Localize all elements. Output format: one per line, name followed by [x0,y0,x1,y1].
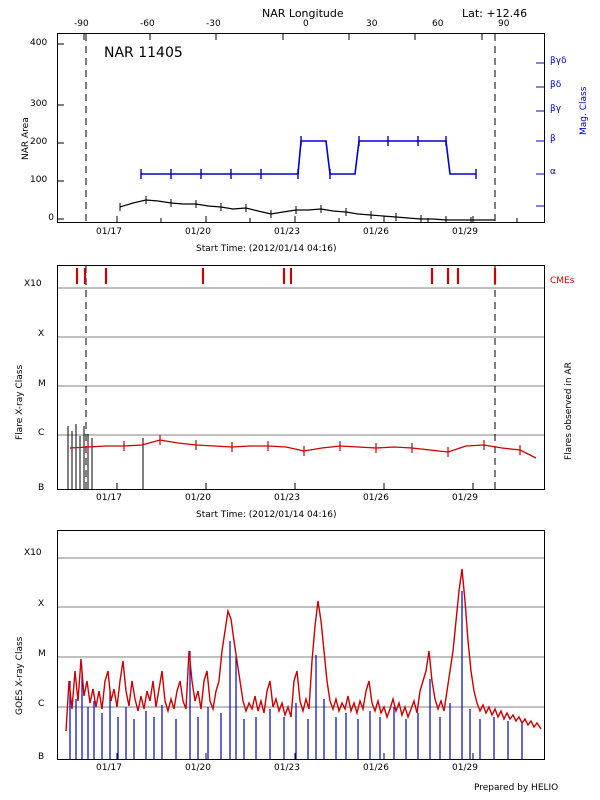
mag-class-betadelta: βδ [550,80,562,90]
p2-xlabel: Start Time: (2012/01/14 04:16) [196,510,337,520]
lat-label: Lat: +12.46 [462,7,528,20]
cmes-label: CMEs [550,276,575,286]
p2-ytick-x10: X10 [24,279,42,289]
p1-xtick-2: 01/20 [185,227,211,237]
p3-ytick-x: X [38,599,45,609]
p1-ytick-300: 300 [30,99,48,109]
p3-ylabel: GOES X-ray Class [15,636,25,715]
nar-area-plot [58,34,544,222]
top-tick-90: 90 [498,19,510,29]
top-tick-60: 60 [432,19,444,29]
p3-xtick-3: 01/23 [274,763,300,773]
p1-xtick-4: 01/26 [363,227,389,237]
nar-area-panel [57,33,545,223]
p2-xtick-5: 01/29 [452,493,478,503]
p1-ytick-400: 400 [30,38,48,48]
page-title: NAR 11405 [104,45,183,61]
top-tick-m60: -60 [140,19,155,29]
top-tick-30: 30 [366,19,378,29]
flare-xray-plot [58,266,544,489]
p1-ytick-100: 100 [30,175,48,185]
prepared-by-label: Prepared by HELIO [474,783,559,793]
flare-xray-panel [57,265,545,490]
flares-in-ar-label: Flares observed in AR [564,362,574,460]
p2-xtick-3: 01/23 [274,493,300,503]
p2-ytick-c: C [38,428,45,438]
p1-xtick-5: 01/29 [452,227,478,237]
top-tick-0: 0 [303,19,309,29]
top-tick-m90: -90 [74,19,89,29]
p3-xtick-1: 01/17 [96,763,122,773]
p2-ytick-m: M [38,379,46,389]
p2-xtick-1: 01/17 [96,493,122,503]
p3-ytick-x10: X10 [24,548,42,558]
mag-class-betagamma: βγ [550,104,562,114]
p3-ytick-c: C [38,699,45,709]
p3-xtick-2: 01/20 [185,763,211,773]
mag-class-beta: β [550,134,556,144]
p2-xtick-4: 01/26 [363,493,389,503]
goes-xray-plot [58,531,544,759]
p2-ylabel: Flare X-ray Class [15,364,25,440]
mag-class-alpha: α [550,167,556,177]
p2-xtick-2: 01/20 [185,493,211,503]
nar-longitude-label: NAR Longitude [262,7,344,20]
p3-xtick-4: 01/26 [363,763,389,773]
mag-class-betagammadelta: βγδ [550,56,567,66]
p3-ytick-b: B [38,752,45,762]
p1-ytick-0: 0 [48,213,54,223]
p1-ylabel: NAR Area [21,117,31,160]
p1-xtick-3: 01/23 [274,227,300,237]
p2-ytick-x: X [38,329,45,339]
p1-right-label: Mag. Class [579,86,589,135]
p1-ytick-200: 200 [30,137,48,147]
goes-xray-panel [57,530,545,760]
p1-xlabel: Start Time: (2012/01/14 04:16) [196,244,337,254]
p2-ytick-b: B [38,483,45,493]
top-tick-m30: -30 [206,19,221,29]
p3-xtick-5: 01/29 [452,763,478,773]
p3-ytick-m: M [38,649,46,659]
p1-xtick-1: 01/17 [96,227,122,237]
